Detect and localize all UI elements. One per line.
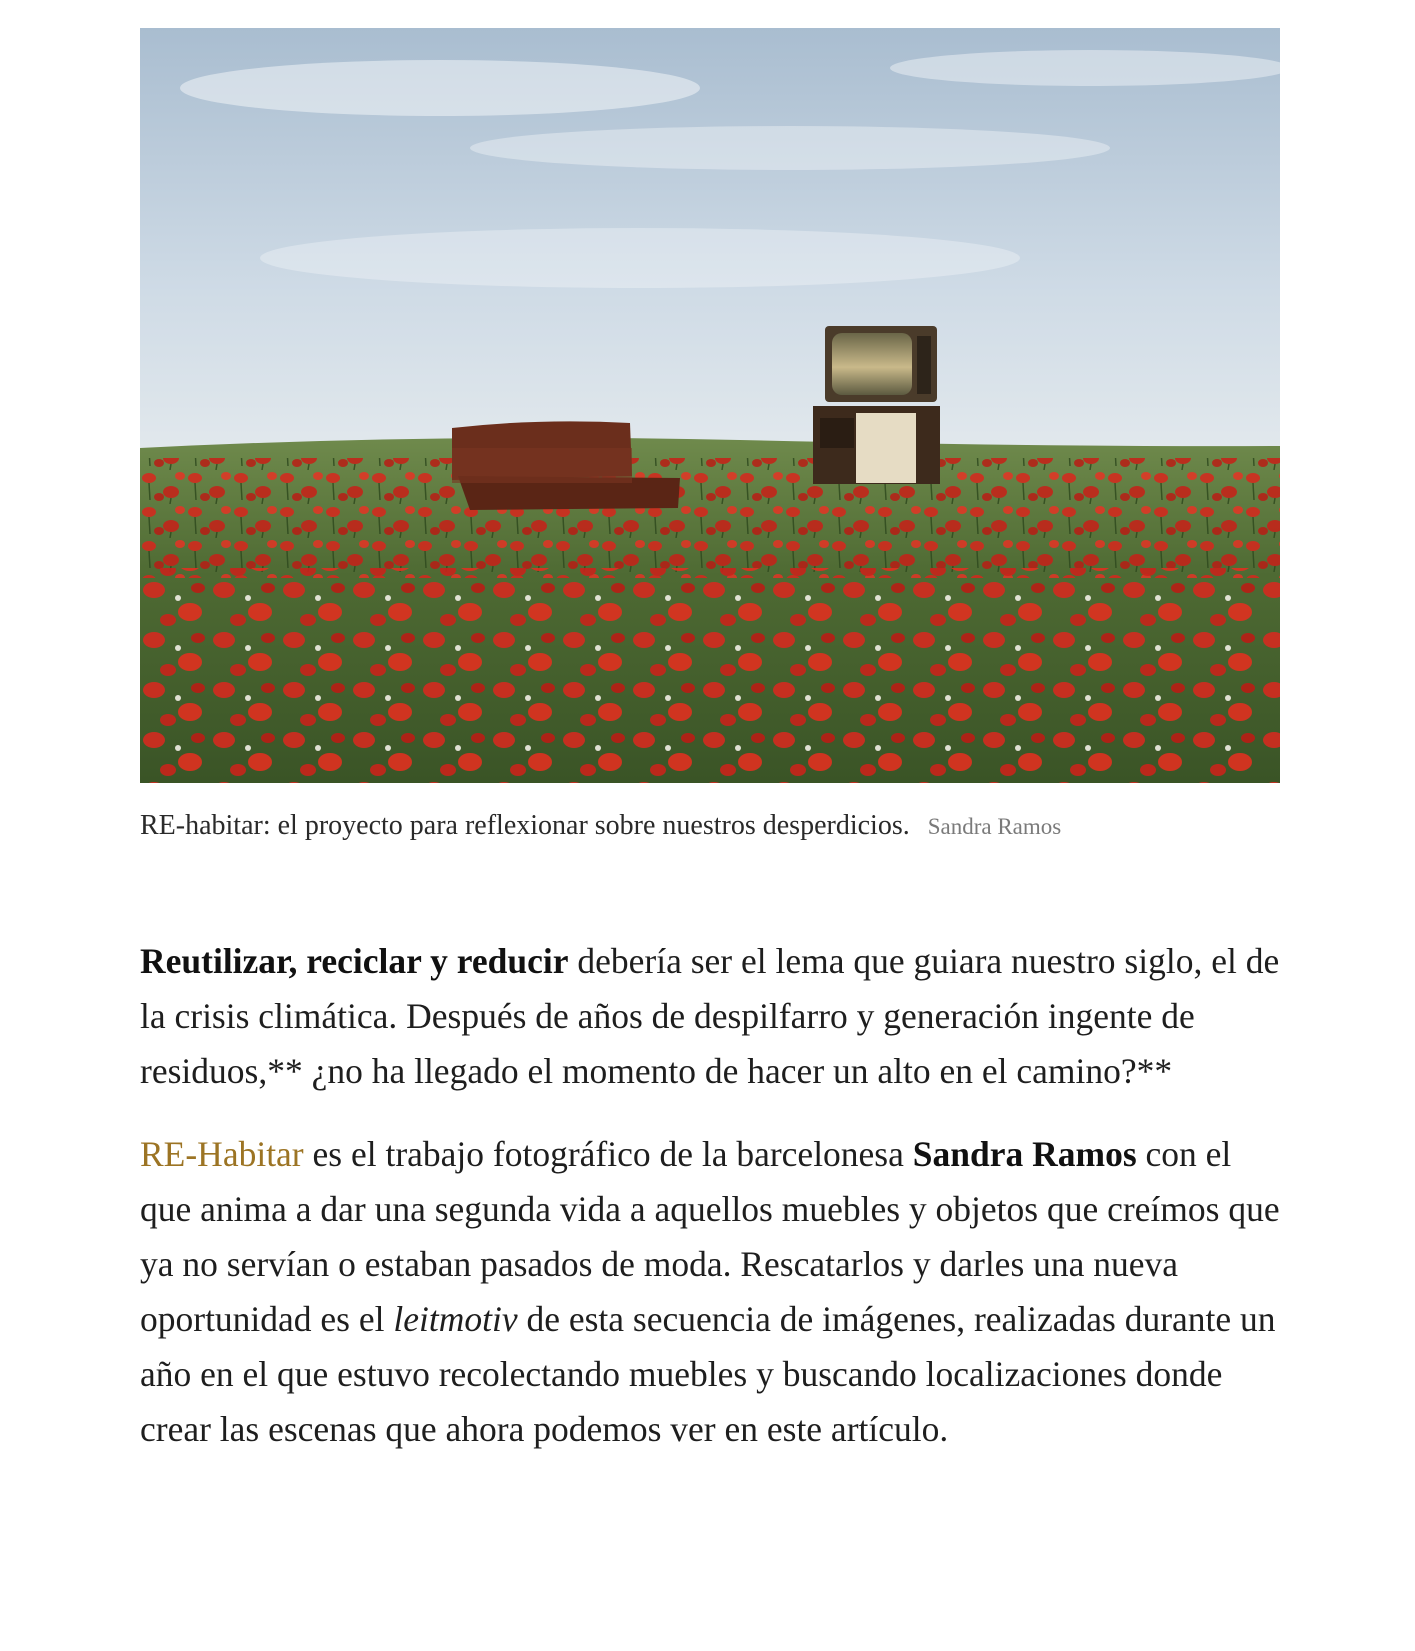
leitmotiv-italic: leitmotiv (393, 1299, 518, 1339)
project-text-a: es el trabajo fotográfico de la barcelonesa (303, 1134, 913, 1174)
author-name: Sandra Ramos (912, 1134, 1137, 1174)
re-habitar-link[interactable]: RE-Habitar (140, 1134, 304, 1174)
photo-credit: Sandra Ramos (927, 814, 1062, 839)
project-text-b: con el que anima a dar una segunda vida a aquellos muebles y objetos que creímos que ya no servían o estaban pasados de moda. Rescatarlos y darles una nueva oportunidad es el (140, 1134, 1280, 1339)
article (140, 28, 1280, 1485)
article-photo (140, 28, 1280, 783)
intro-bold-lead: Reutilizar, reciclar y reducir (140, 941, 569, 981)
article-figure (140, 28, 1280, 849)
project-text-c: de esta secuencia de imágenes, realizadas durante un año en el que estuvo recolectando muebles y buscando localizaciones donde crear las escenas que ahora podemos ver en este artículo. (140, 1299, 1276, 1449)
paragraph-intro (140, 934, 1280, 1099)
figure-caption (140, 803, 1280, 849)
caption-text: RE-habitar: el proyecto para reflexionar sobre nuestros desperdicios. (140, 810, 910, 841)
intro-text: debería ser el lema que guiara nuestro siglo, el de la crisis climática. Después de años de despilfarro y generación ingente de residuos,** ¿no ha llegado el momento de hacer un alto en el camino?** (140, 941, 1280, 1091)
paragraph-project (140, 1127, 1280, 1457)
article-body (140, 934, 1280, 1457)
